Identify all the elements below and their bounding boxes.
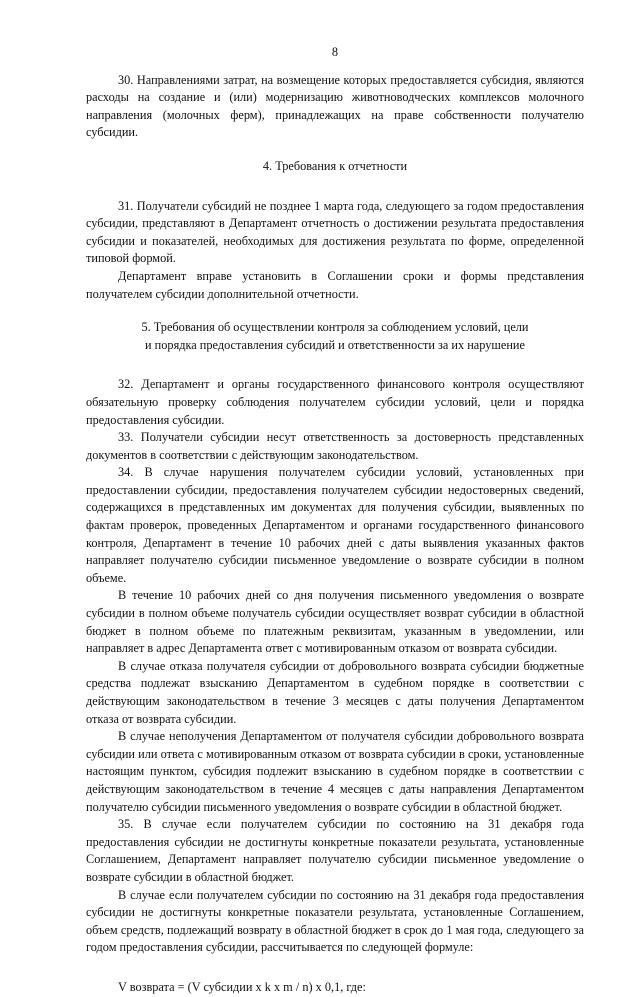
section-5-title-line-2: и порядка предоставления субсидий и ответственности за их нарушение — [145, 337, 525, 352]
paragraph-34-refusal: В случае отказа получателя субсидии от добровольного возврата субсидии бюджетные средства подлежат взысканию Департаментом в судебном порядке в соответствии с действующим законодательством в течение 3 месяцев с даты получения Департаментом отказа от возврата субсидии. — [86, 658, 584, 726]
paragraph-34: 34. В случае нарушения получателем субсидии условий, установленных при предоставлении субсидии, предоставления получателем субсидии недостоверных сведений, содержащихся в представленных им документах для получения субсидии, выявленных по фактам проверок, проведенных Департаментом и органами государственного финансового контроля, Департамент в течение 10 рабочих дней с даты выявления указанных фактов направляет получателю субсидии письменное уведомление о возврате субсидии в полном объеме. — [86, 465, 584, 585]
paragraph-34-return-term: В течение 10 рабочих дней со дня получения письменного уведомления о возврате субсидии в полном объеме получатель субсидии осуществляет возврат субсидии в областной бюджет в полном объеме по платежным реквизитам, указанным в уведомлении, или направляет в адрес Департамента ответ с мотивированным отказом от возврата субсидии. — [86, 588, 584, 656]
page-number: 8 — [331, 45, 339, 59]
paragraph-34-no-response: В случае неполучения Департаментом от получателя субсидии добровольного возврата субсидии или ответа с мотивированным отказом от возврата субсидии в сроки, установленные настоящим пунктом, субсидия подлежит взысканию в судебном порядке в соответствии с действующим законодательством в течение 4 месяцев с даты направления Департаментом получателю субсидии письменного уведомления о возврате субсидии в областной бюджет. — [86, 729, 584, 814]
return-formula: V возврата = (V субсидии x k x m / n) x 0,1, где: — [118, 979, 366, 994]
paragraph-31: 31. Получатели субсидий не позднее 1 марта года, следующего за годом предоставления субсидии, представляют в Департамент отчетность о достижении результата предоставления субсидии и показателей, необходимых для достижения результата по форме, определенной типовой формой. — [86, 198, 584, 266]
section-4-title: 4. Требования к отчетности — [262, 158, 408, 173]
paragraph-33: 33. Получатели субсидии несут ответственность за достоверность представленных документов в соответствии с действующим законодательством. — [86, 430, 584, 462]
paragraph-35-formula-intro: В случае если получателем субсидии по состоянию на 31 декабря года предоставления субсидии не достигнуты конкретные показатели результата, установленные Соглашением, объем средств, подлежащий возврату в областной бюджет в срок до 1 мая года, следующего за годом предоставления субсидии, рассчитывается по следующей формуле: — [86, 887, 584, 955]
paragraph-35: 35. В случае если получателем субсидии по состоянию на 31 декабря года предоставления субсидии не достигнуты конкретные показатели результата, установленные Соглашением, Департамент направляет получателю субсидии письменное уведомление о возврате субсидии в областной бюджет. — [86, 817, 584, 884]
paragraph-30: 30. Направлениями затрат, на возмещение которых предоставляется субсидия, являются расходы на создание и (или) модернизацию животноводческих комплексов молочного направления (молочных ферм), принадлежащих на праве собственности получателю субсидии. — [86, 72, 584, 140]
paragraph-32: 32. Департамент и органы государственного финансового контроля осуществляют обязательную проверку соблюдения получателем субсидии условий, цели и порядка предоставления субсидии. — [86, 377, 584, 427]
paragraph-31-additional: Департамент вправе установить в Соглашении сроки и формы представления получателем субсидии дополнительной отчетности. — [86, 268, 584, 301]
section-5-title-line-1: 5. Требования об осуществлении контроля за соблюдением условий, цели — [141, 320, 529, 335]
